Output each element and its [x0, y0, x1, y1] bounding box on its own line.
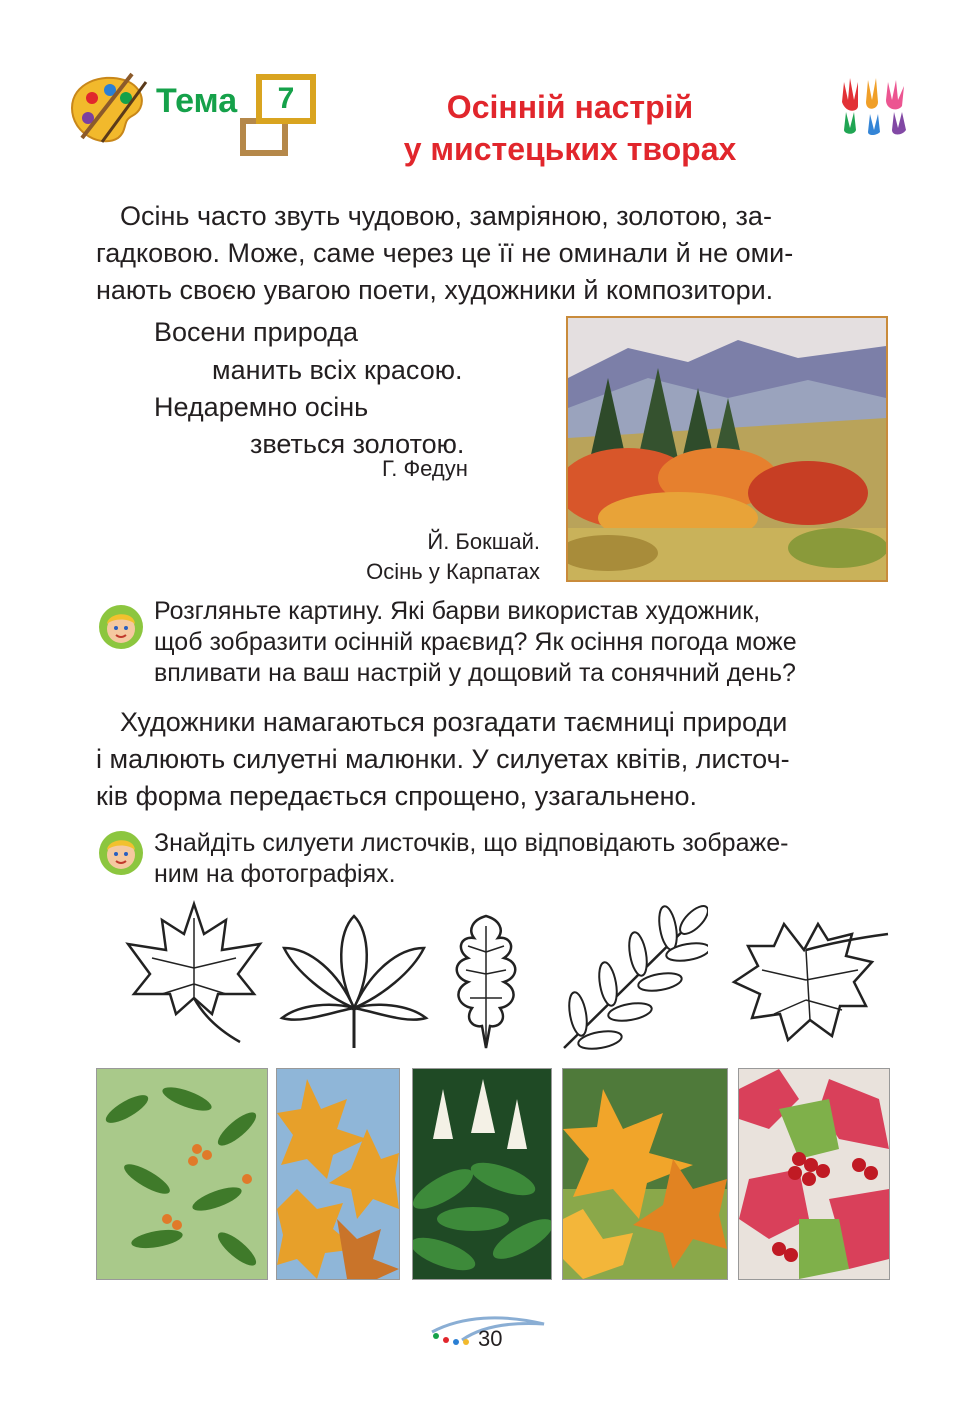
intro-paragraph: [96, 198, 888, 235]
chestnut-leaf-silhouette: [276, 912, 432, 1052]
task-line: щоб зобразити осінній краєвид? Як осіння погода може: [154, 628, 797, 656]
poem-line-3: Недаремно осінь: [154, 392, 369, 422]
child-helper-icon: [98, 604, 144, 650]
maple-closeup-illustration: [563, 1069, 727, 1279]
title-line-1: Осінній настрій: [446, 89, 694, 125]
silhouette-line: Художники намагаються розгадати таємниці природи: [120, 707, 788, 737]
painting-caption: [330, 527, 540, 587]
viburnum-photo-illustration: [739, 1069, 889, 1279]
page-title: [360, 86, 780, 170]
caption-artist: Й. Бокшай.: [427, 529, 540, 554]
title-line-2: у мистецьких творах: [403, 131, 737, 167]
maple-closeup-photo: [562, 1068, 728, 1280]
task-line: Розгляньте картину. Які барви використав художник,: [154, 597, 761, 625]
chestnut-photo-illustration: [413, 1069, 551, 1279]
rowan-leaf-silhouette: [548, 904, 708, 1054]
intro-paragraph-cont: [96, 235, 888, 309]
poem-line-2: манить всіх красою.: [212, 355, 463, 385]
viburnum-leaf-silhouette: [722, 910, 894, 1052]
rowan-photo: [96, 1068, 268, 1280]
poem-line-4: зветься золотою.: [250, 429, 465, 459]
caption-title: Осінь у Карпатах: [366, 559, 540, 584]
silhouette-line: ків форма передається спрощено, узагальнено.: [96, 781, 698, 811]
intro-line: Осінь часто звуть чудовою, замріяною, золотою, за-: [120, 201, 772, 231]
tema-label: Тема: [156, 82, 238, 120]
tema-number: 7: [277, 82, 295, 115]
task-question-2: [154, 828, 890, 890]
intro-line: нають своєю увагою поети, художники й композитори.: [96, 275, 774, 305]
poem-line-1: Восени природа: [154, 317, 358, 347]
silhouette-paragraph: [96, 704, 888, 741]
silhouette-paragraph-cont: [96, 741, 888, 815]
palette-icon: [62, 68, 152, 148]
painting-image: [566, 316, 888, 582]
child-helper-icon: [98, 830, 144, 876]
task-line: впливати на ваш настрій у дощовий та сонячний день?: [154, 659, 796, 687]
viburnum-photo: [738, 1068, 890, 1280]
task-line: ним на фотографіях.: [154, 860, 396, 888]
task-line: Знайдіть силуети листочків, що відповідають зображе-: [154, 829, 789, 857]
poem-author: Г. Федун: [382, 456, 468, 481]
maple-photo: [276, 1068, 400, 1280]
intro-line: гадковою. Може, саме через це її не оминали й не оми-: [96, 238, 794, 268]
rowan-photo-illustration: [97, 1069, 267, 1279]
hands-logo-icon: [836, 72, 918, 136]
task-question-1: [154, 596, 890, 689]
autumn-landscape-illustration: [568, 318, 886, 580]
silhouette-line: і малюють силуетні малюнки. У силуетах квітів, листоч-: [96, 744, 790, 774]
page-number: 30: [478, 1326, 503, 1351]
maple-photo-illustration: [277, 1069, 399, 1279]
oak-leaf-silhouette: [438, 912, 534, 1052]
chestnut-photo: [412, 1068, 552, 1280]
maple-leaf-silhouette: [122, 898, 268, 1048]
